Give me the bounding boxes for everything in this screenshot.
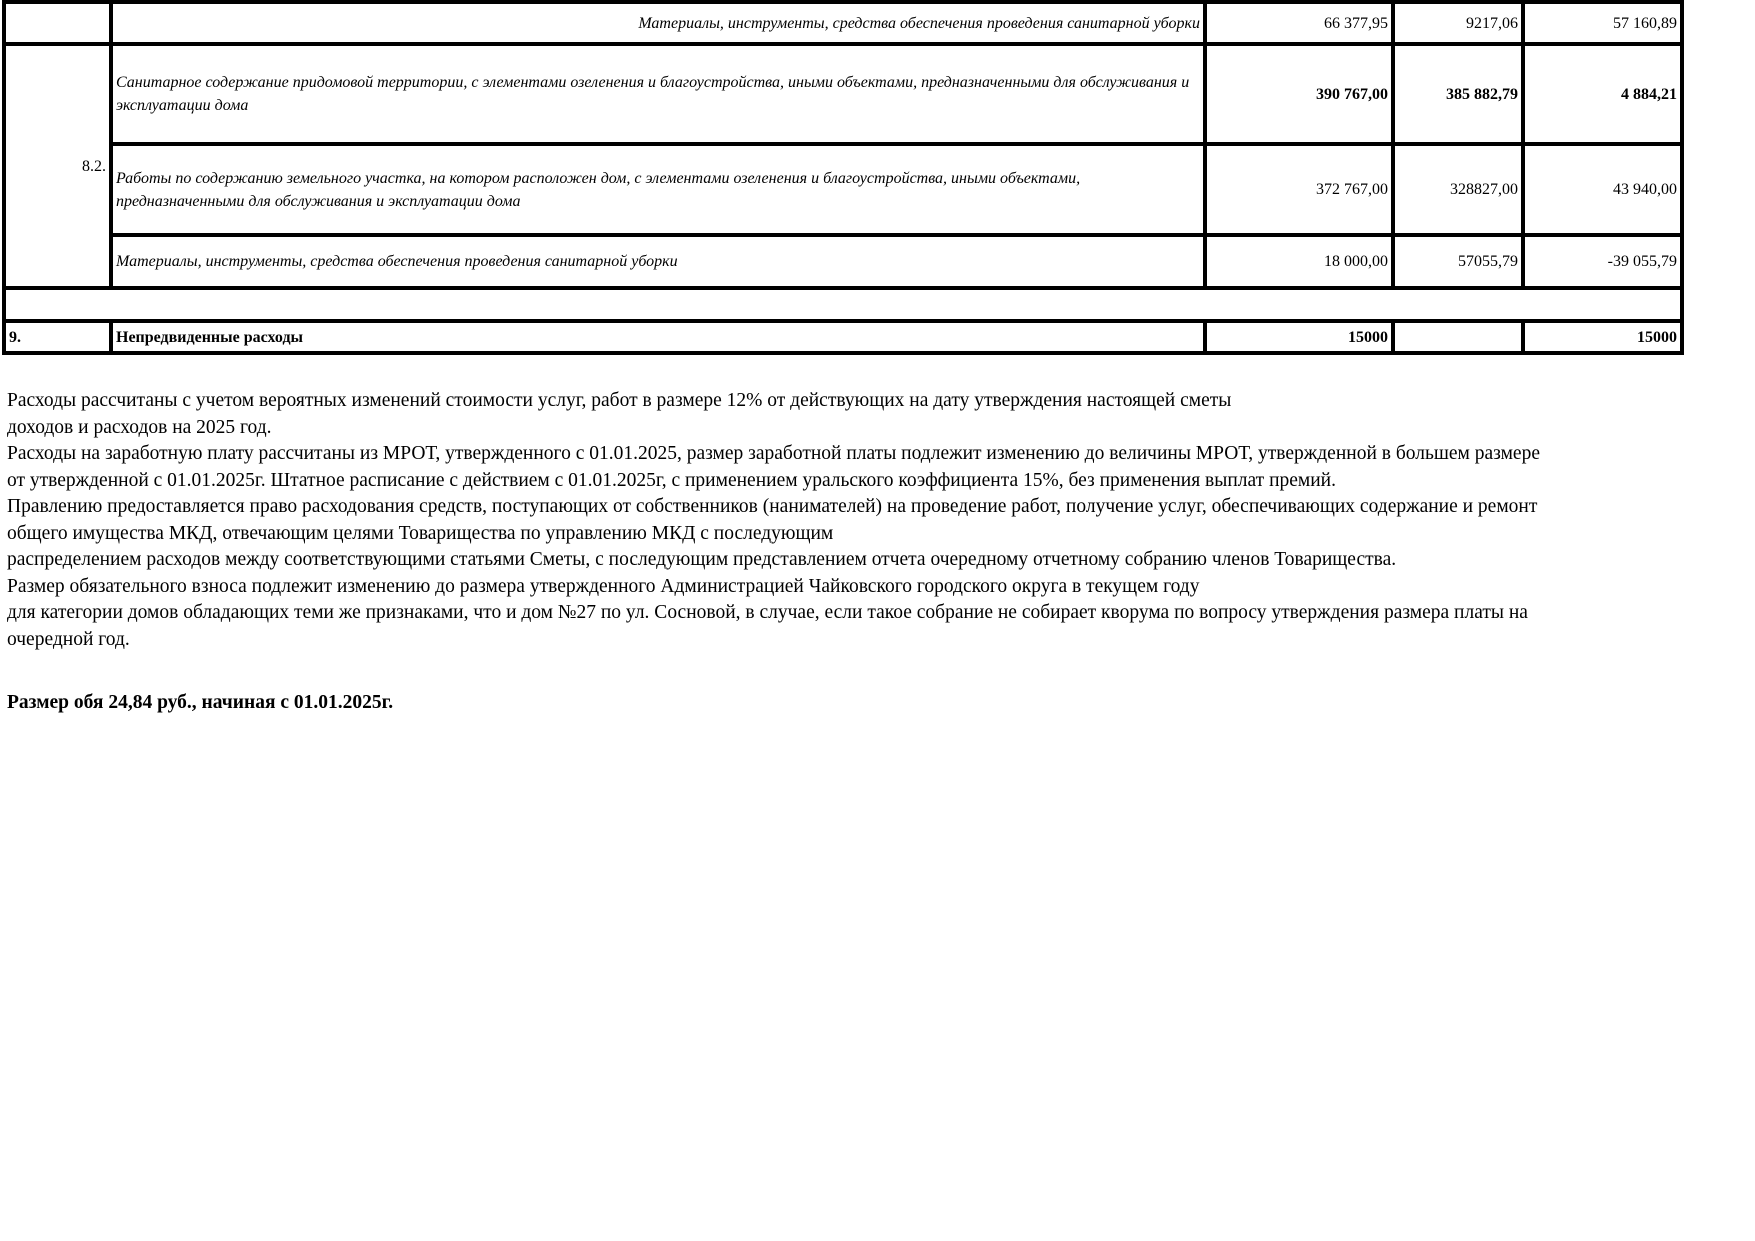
row-description: Материалы, инструменты, средства обеспечения проведения санитарной уборки xyxy=(111,2,1205,44)
spacer-cell xyxy=(4,288,1682,321)
table-row xyxy=(4,44,1682,144)
note-line: Размер обязательного взноса подлежит изменению до размера утвержденного Администрацией Чайковского городского округа в текущем году xyxy=(7,575,1200,597)
row-fact-value: 328827,00 xyxy=(1393,144,1523,235)
notes-block xyxy=(7,388,1707,653)
note-line: Расходы рассчитаны с учетом вероятных изменений стоимости услуг, работ в размере 12% от действующих на дату утверждения настоящей сметы xyxy=(7,390,1232,411)
note-line: Правлению предоставляется право расходования средств, поступающих от собственников (нанимателей) на проведение работ, получение услуг, обеспечивающих содержание и ремонт xyxy=(7,496,1538,517)
note-line: очередной год. xyxy=(7,628,130,650)
row-diff-value: 57 160,89 xyxy=(1523,2,1682,44)
row-plan-value: 18 000,00 xyxy=(1205,235,1393,288)
row-plan-value: 372 767,00 xyxy=(1205,144,1393,235)
note-line: распределением расходов между соответствующими статьями Сметы, с последующим представлением отчета очередному отчетному собранию членов Товарищества. xyxy=(7,549,1397,570)
budget-table xyxy=(2,0,1684,355)
row-fact-value: 385 882,79 xyxy=(1393,44,1523,144)
row-number-cell: 9. xyxy=(4,321,111,353)
row-description: Работы по содержанию земельного участка, на котором расположен дом, с элементами озеленения и благоустройства, иными объектами, предназначенными для обслуживания и эксплуатации дома xyxy=(111,144,1205,235)
note-line: Расходы на заработную плату рассчитаны из МРОТ, утвержденного с 01.01.2025, размер заработной платы подлежит изменению до величины МРОТ, утвержденной в большем размере xyxy=(7,443,1540,464)
table-row xyxy=(4,235,1682,288)
row-fact-value: 9217,06 xyxy=(1393,2,1523,44)
note-line: от утвержденной с 01.01.2025г. Штатное расписание с действием с 01.01.2025г, с применением уральского коэффициента 15%, без применения выплат премий. xyxy=(7,469,1336,491)
final-statement: Размер обя 24,84 руб., начиная с 01.01.2025г. xyxy=(7,692,394,713)
table-spacer-row xyxy=(4,288,1682,321)
note-line: общего имущества МКД, отвечающим целями Товарищества по управлению МКД с последующим xyxy=(7,522,834,544)
table-row xyxy=(4,2,1682,44)
note-line: доходов и расходов на 2025 год. xyxy=(7,416,272,438)
row-diff-value: 15000 xyxy=(1523,321,1682,353)
row-plan-value: 15000 xyxy=(1205,321,1393,353)
row-diff-value: 4 884,21 xyxy=(1523,44,1682,144)
row-description: Материалы, инструменты, средства обеспечения проведения санитарной уборки xyxy=(111,235,1205,288)
row-diff-value: 43 940,00 xyxy=(1523,144,1682,235)
row-fact-value: 57055,79 xyxy=(1393,235,1523,288)
row-plan-value: 66 377,95 xyxy=(1205,2,1393,44)
row-description: Санитарное содержание придомовой территории, с элементами озеленения и благоустройства, иными объектами, предназначенными для обслуживания и эксплуатации дома xyxy=(111,44,1205,144)
table-row xyxy=(4,144,1682,235)
row-diff-value: -39 055,79 xyxy=(1523,235,1682,288)
table-row xyxy=(4,321,1682,353)
note-line: для категории домов обладающих теми же признаками, что и дом №27 по ул. Сосновой, в случае, если такое собрание не собирает кворума по вопросу утверждения размера платы на xyxy=(7,602,1528,623)
row-description: Непредвиденные расходы xyxy=(111,321,1205,353)
row-plan-value: 390 767,00 xyxy=(1205,44,1393,144)
row-fact-value xyxy=(1393,321,1523,353)
row-number-cell: 8.2. xyxy=(4,44,111,288)
row-number-cell xyxy=(4,2,111,44)
